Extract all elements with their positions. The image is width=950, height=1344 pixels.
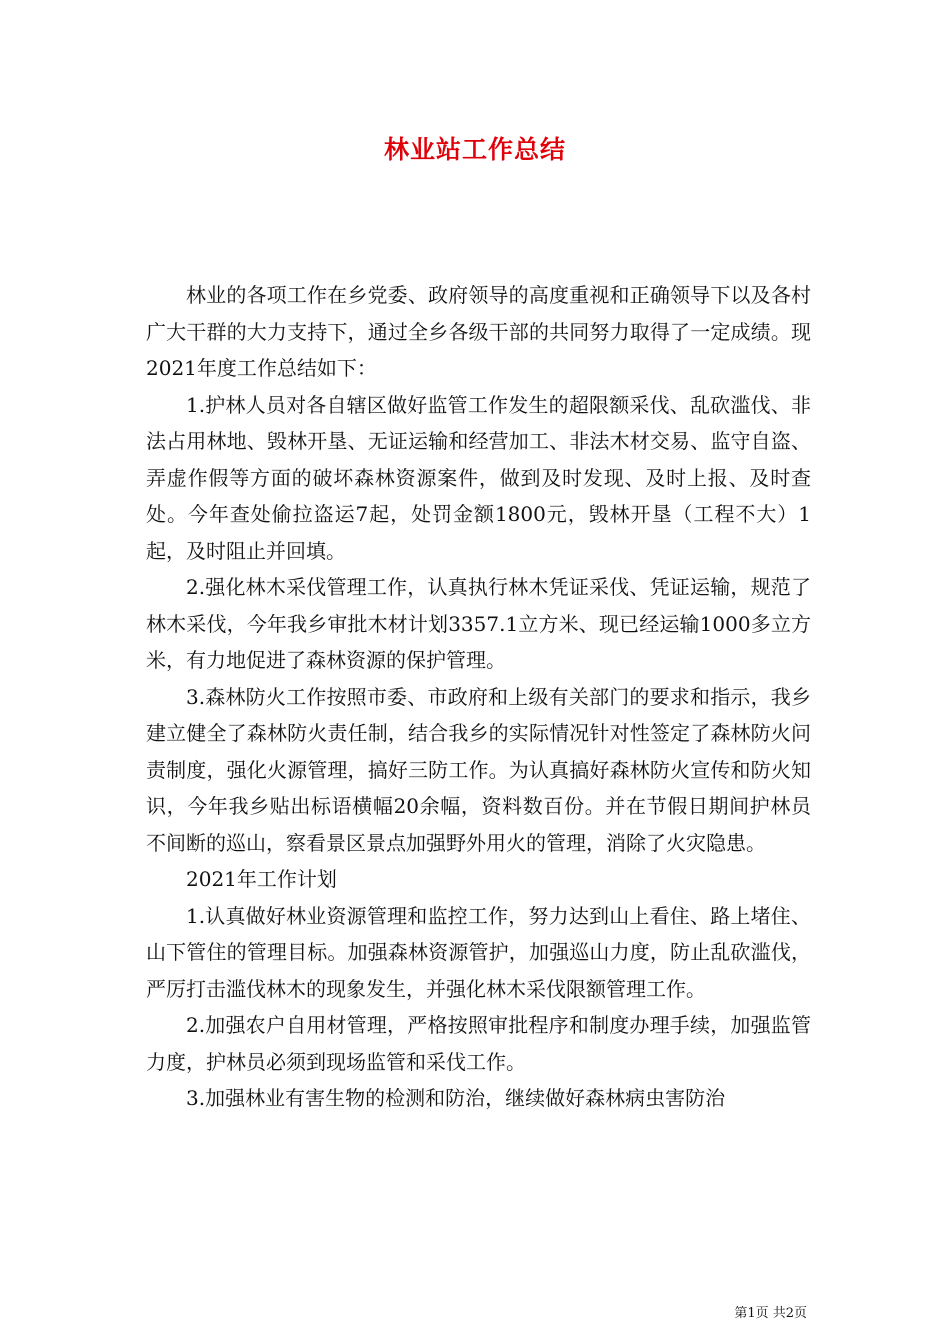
- paragraph-plan-1: 1.认真做好林业资源管理和监控工作，努力达到山上看住、路上堵住、山下管住的管理目标。加强森林资源管护，加强巡山力度，防止乱砍滥伐，严厉打击滥伐林木的现象发生，并强化林木采伐限额管理工作。: [146, 903, 811, 1001]
- section-heading-plan: 2021年工作计划: [186, 867, 337, 891]
- paragraph-intro: 林业的各项工作在乡党委、政府领导的高度重视和正确领导下以及各村广大干群的大力支持下，通过全乡各级干部的共同努力取得了一定成绩。现2021年度工作总结如下：: [146, 283, 811, 380]
- paragraph-plan-2: 2.加强农户自用材管理，严格按照审批程序和制度办理手续，加强监管力度，护林员必须到现场监管和采伐工作。: [146, 1013, 811, 1074]
- paragraph-plan-3: 3.加强林业有害生物的检测和防治，继续做好森林病虫害防治: [186, 1086, 726, 1110]
- document-body: [146, 277, 811, 1117]
- paragraph-item-1: 1.护林人员对各自辖区做好监管工作发生的超限额采伐、乱砍滥伐、非法占用林地、毁林开垦、无证运输和经营加工、非法木材交易、监守自盗、弄虚作假等方面的破坏森林资源案件，做到及时发现、及时上报、及时查处。今年查处偷拉盗运7起，处罚金额1800元，毁林开垦（工程不大）1起，及时阻止并回填。: [146, 392, 811, 563]
- paragraph-item-3: 3.森林防火工作按照市委、市政府和上级有关部门的要求和指示，我乡建立健全了森林防火责任制，结合我乡的实际情况针对性签定了森林防火问责制度，强化火源管理，搞好三防工作。为认真搞好森林防火宣传和防火知识，今年我乡贴出标语横幅20余幅，资料数百份。并在节假日期间护林员不间断的巡山，察看景区景点加强野外用火的管理，消除了火灾隐患。: [146, 684, 811, 855]
- page-number-footer: 第1页 共2页: [734, 1306, 807, 1321]
- paragraph-item-2: 2.强化林木采伐管理工作，认真执行林木凭证采伐、凭证运输，规范了林木采伐，今年我乡审批木材计划3357.1立方米、现已经运输1000多立方米，有力地促进了森林资源的保护管理。: [146, 575, 811, 672]
- document-title: 林业站工作总结: [383, 135, 566, 164]
